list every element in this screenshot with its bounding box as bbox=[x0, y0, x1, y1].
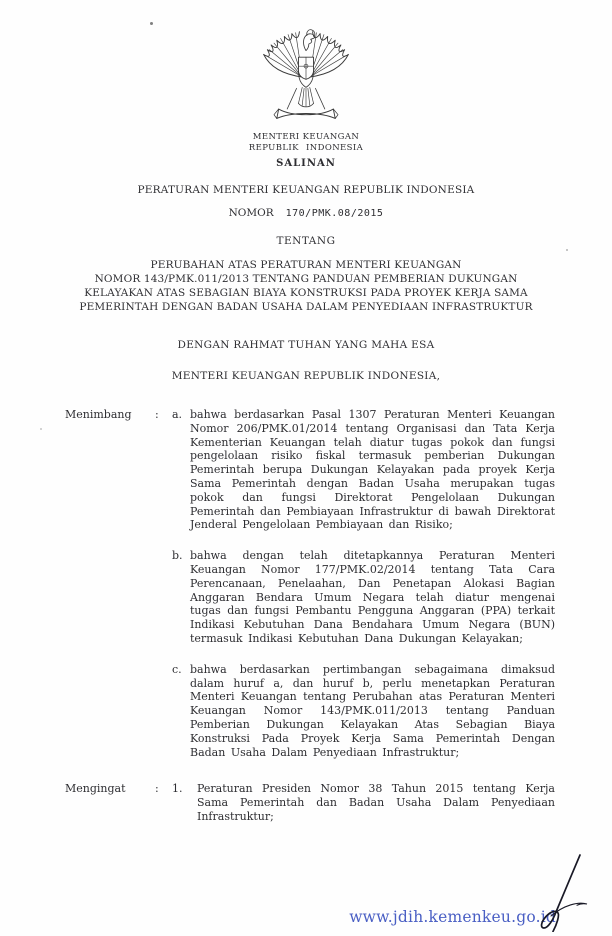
considering-item-b bbox=[172, 549, 555, 646]
letterhead bbox=[0, 28, 612, 154]
item-text: bahwa dengan telah ditetapkannya Peraturan Menteri Keuangan Nomor 177/PMK.02/2014 tentang Tata Cara Perencanaan, Penelaahan, Dan Penetapan Alokasi Bagian Anggaran Bendara Umum Negara telah diatur mengenai tugas dan fungsi Pembantu Pengguna Anggaran (PPA) terkait Indikasi Kebutuhan Dana Bendahara Umum Negara (BUN) termasuk Indikasi Kebutuhan Dana Dukungan Kelayakan; bbox=[190, 549, 555, 645]
scan-speck bbox=[40, 428, 42, 430]
recalling-item-1 bbox=[172, 782, 555, 823]
item-text: bahwa berdasarkan Pasal 1307 Peraturan Menteri Keuangan Nomor 206/PMK.01/2014 tentang Organisasi dan Tata Kerja Kementerian Keuangan telah diatur tugas pokok dan fungsi pengelolaan risiko fiskal termasuk pemberian Dukungan Pemerintah berupa Dukungan Kelayakan pada proyek Kerja Sama Pemerintah dengan Badan Usaha merupakan tugas pokok dan fungsi Direktorat Pengelolaan Dukungan Pemerintah dan Pembiayaan Infrastruktur di bawah Direktorat Jenderal Pengelolaan Pembiayaan dan Risiko; bbox=[190, 408, 555, 532]
recalling-section bbox=[65, 782, 555, 823]
about-label: TENTANG bbox=[276, 235, 336, 247]
preamble-clauses bbox=[0, 408, 612, 824]
regulation-number bbox=[0, 207, 612, 219]
recalling-label: Mengingat bbox=[65, 782, 126, 796]
item-text: bahwa berdasarkan pertimbangan sebagaimana dimaksud dalam huruf a, dan huruf b, perlu menetapkan Peraturan Menteri Keuangan tentang Perubahan atas Peraturan Menteri Keuangan Nomor 143/PMK.011/2013 tentang Panduan Pemberian Dukungan Kelayakan Atas Sebagian Biaya Konstruksi Pada Proyek Kerja Sama Pemerintah Dengan Badan Usaha Dalam Penyediaan Infrastruktur; bbox=[190, 662, 555, 759]
recalling-colon: : bbox=[155, 782, 159, 796]
subject-line: KELAYAKAN ATAS SEBAGIAN BIAYA KONSTRUKSI PADA PROYEK KERJA SAMA bbox=[84, 287, 528, 299]
number-value: 170/PMK.08/2015 bbox=[285, 208, 384, 219]
ministry-country: REPUBLIK INDONESIA bbox=[248, 143, 364, 153]
item-marker: 1. bbox=[172, 782, 183, 796]
jdih-website-link[interactable]: www.jdih.kemenkeu.go.id bbox=[349, 908, 556, 926]
subject-line: PERUBAHAN ATAS PERATURAN MENTERI KEUANGAN bbox=[150, 259, 462, 271]
handwritten-paraph bbox=[522, 854, 594, 936]
considering-colon: : bbox=[155, 408, 159, 421]
authority-line: MENTERI KEUANGAN REPUBLIK INDONESIA, bbox=[171, 370, 441, 382]
subject-line: NOMOR 143/PMK.011/2013 TENTANG PANDUAN PEMBERIAN DUKUNGAN bbox=[94, 273, 518, 285]
copy-label: SALINAN bbox=[276, 158, 336, 169]
ministry-name: MENTERI KEUANGAN bbox=[252, 132, 360, 142]
item-text: Peraturan Presiden Nomor 38 Tahun 2015 tentang Kerja Sama Pemerintah dan Badan Usaha Dalam Penyediaan Infrastruktur; bbox=[197, 782, 555, 823]
item-marker: c. bbox=[172, 662, 182, 676]
considering-label: Menimbang bbox=[65, 408, 132, 421]
item-marker: b. bbox=[172, 549, 183, 563]
number-label: NOMOR bbox=[228, 207, 274, 219]
considering-item-c bbox=[172, 663, 555, 760]
scan-speck bbox=[150, 22, 153, 25]
regulation-title: PERATURAN MENTERI KEUANGAN REPUBLIK INDONESIA bbox=[137, 184, 475, 196]
regulation-subject bbox=[0, 258, 612, 314]
subject-line: PEMERINTAH DENGAN BADAN USAHA DALAM PENYEDIAAN INFRASTRUKTUR bbox=[79, 301, 533, 313]
invocation-line: DENGAN RAHMAT TUHAN YANG MAHA ESA bbox=[177, 339, 435, 351]
garuda-pancasila-emblem bbox=[260, 111, 352, 130]
considering-item-a bbox=[172, 408, 555, 532]
item-marker: a. bbox=[172, 408, 183, 421]
considering-section bbox=[65, 408, 555, 759]
scan-speck bbox=[566, 249, 568, 251]
